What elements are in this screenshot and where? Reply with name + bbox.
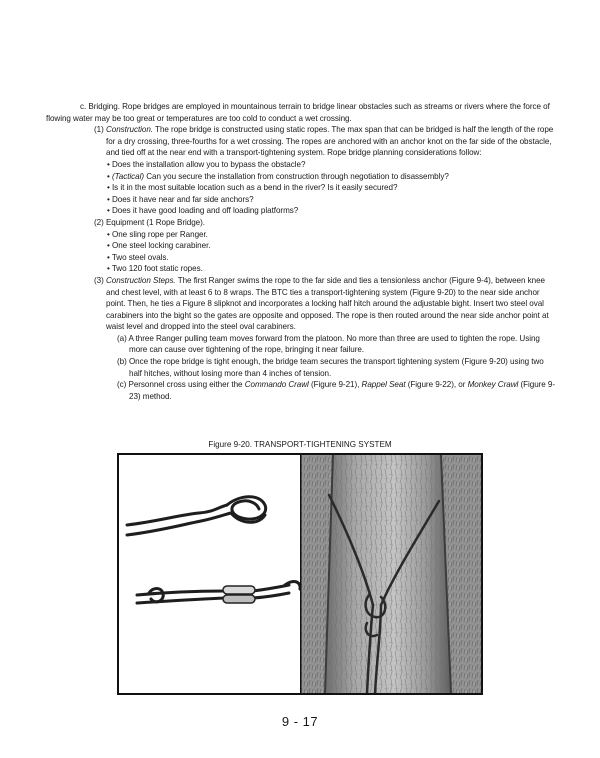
equipment-title: Equipment (1 Rope Bridge). [105, 217, 205, 227]
planning-list [46, 159, 558, 217]
construction-title: Construction. [105, 125, 153, 135]
list-item: • (Tactical) Can you secure the installation from construction through negotiation to disassembly? [107, 171, 449, 181]
tree-anchor-photo [300, 455, 481, 693]
knot-panel [119, 455, 300, 693]
construction-text: The rope bridge is constructed using static ropes. The max span that can be bridged is half the length of the rope for a dry crossing, three-fourths for a wet crossing. The ropes are anchored with an anchor knot on the far side of the obstacle, and tied off at the near end with a transport-tightening system. Rope bridge planning considerations follow: [106, 125, 554, 158]
steps-text: The first Ranger swims the rope to the far side and ties a tensionless anchor (Figure 9-4), between knee and chest level, with at least 6 to 8 wraps. The BTC ties a transport-tightening system (Figure 9-20) to the near side anchor point. Then, he ties a Figure 8 slipknot and incorporates a locking half hitch around the adjustable bight. Insert two steel oval carabiners into the bight so the gates are opposite and opposed. The rope is then routed around the near side anchor point at waist level and dropped into the steel oval carabiners. [106, 275, 549, 332]
equipment-list [46, 229, 558, 275]
document-body [46, 101, 558, 402]
equipment-heading: (2) Equipment (1 Rope Bridge). [94, 217, 205, 227]
list-item: • Does it have near and far side anchors? [107, 194, 254, 204]
steps-paragraph: (3) Construction Steps. The first Ranger swims the rope to the far side and ties a tensionless anchor (Figure 9-4), between knee and chest level, with at least 6 to 8 wraps. The BTC ties a transport-tightening system (Figure 9-20) to the near side anchor point. Then, he ties a Figure 8 slipknot and incorporates a locking half hitch around the adjustable bight. Insert two steel oval carabiners into the bight so the gates are opposite and opposed. The rope is then routed around the near side anchor point at waist level and dropped into the steel oval carabiners. [94, 275, 549, 332]
steel-oval-carabiners [223, 586, 255, 603]
bridging-paragraph [46, 101, 558, 124]
construction-paragraph [46, 124, 558, 159]
figure-photo [117, 453, 483, 695]
list-item: • One steel locking carabiner. [107, 241, 211, 251]
list-item: • Is it in the most suitable location such as a bend in the river? Is it easily secured? [107, 183, 398, 193]
list-item: • Two 120 foot static ropes. [107, 264, 203, 274]
page-number: 9 - 17 [281, 714, 319, 729]
bridging-label: c. Bridging. [80, 102, 120, 111]
steps-title: Construction Steps. [105, 275, 176, 285]
step-b: (b) Once the rope bridge is tight enough, the bridge team secures the transport tightening system (Figure 9-20) using two half hitches, without losing more than 4 inches of tension. [117, 357, 544, 378]
step-c: (c) Personnel cross using either the Commando Crawl (Figure 9-21), Rappel Seat (Figure 9-22), or Monkey Crawl (Figure 9-23) method. [117, 380, 556, 401]
list-item: • Two steel ovals. [107, 252, 169, 262]
list-item: • One sling rope per Ranger. [107, 229, 208, 239]
construction-number: (1) [94, 125, 104, 135]
transport-tightening-illustration [119, 455, 481, 693]
list-item: • Does the installation allow you to bypass the obstacle? [107, 159, 306, 169]
list-item: • Does it have good loading and off loading platforms? [107, 206, 299, 216]
figure-caption: Figure 9-20. TRANSPORT-TIGHTENING SYSTEM [208, 440, 392, 449]
step-a: (a) A three Ranger pulling team moves forward from the platoon. No more than three are used to tighten the rope. Using more can cause over tightening of the rope, bringing it near failure. [117, 333, 540, 355]
bridging-text: Rope bridges are employed in mountainous terrain to bridge linear obstacles such as streams or rivers where the force of flowing water may be too great or temperatures are too cold to conduct a wet crossing. [46, 102, 550, 123]
